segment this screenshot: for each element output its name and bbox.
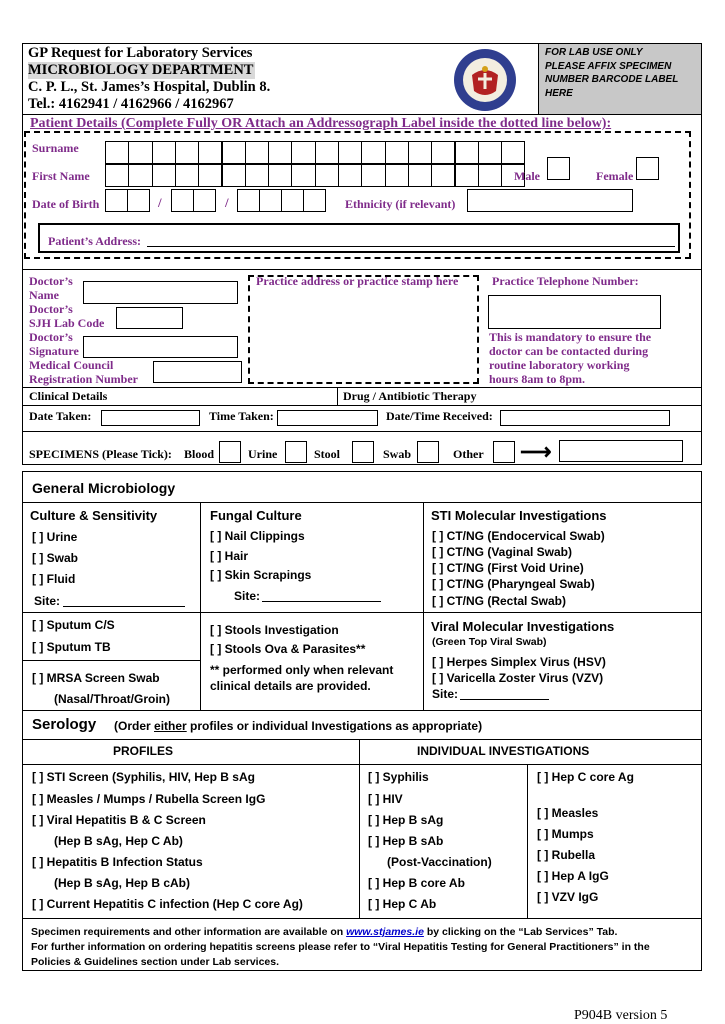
specimen-blood-label: Blood <box>184 447 215 461</box>
surname-char-box[interactable] <box>338 141 362 164</box>
first-name-char-box[interactable] <box>245 164 269 187</box>
profile-hep-bc-option[interactable]: [ ] Viral Hepatitis B & C Screen <box>32 813 206 827</box>
ind-mumps-option[interactable]: [ ] Mumps <box>537 827 594 841</box>
specimen-swab-label: Swab <box>383 447 412 461</box>
dob-slash-1: / <box>158 195 162 210</box>
dob-digit-box[interactable] <box>303 189 326 212</box>
stjames-website-link[interactable]: www.stjames.ie <box>346 926 424 938</box>
stools-investigation-option[interactable]: [ ] Stools Investigation <box>210 623 339 637</box>
footer-info-text: Specimen requirements and other information are available on www.stjames.ie by clicking on the “Lab Services” Tab. For further information on ordering hepatitis screens please refer to “Viral Hepatitis Testing for General Practitioners” in the Policies & Guidelines section under Lab services. <box>31 926 650 968</box>
first-name-char-box[interactable] <box>478 164 502 187</box>
individual-header: INDIVIDUAL INVESTIGATIONS <box>417 744 590 758</box>
divider <box>22 764 702 765</box>
viral-vzv-option[interactable]: [ ] Varicella Zoster Virus (VZV) <box>432 671 604 685</box>
culture-site-label: Site: <box>34 594 61 608</box>
ind-hep-b-sag-option[interactable]: [ ] Hep B sAg <box>368 813 444 827</box>
clinical-divider <box>337 387 338 406</box>
stools-note: ** performed only when relevant clinical details are provided. <box>210 663 394 693</box>
department-name: MICROBIOLOGY DEPARTMENT <box>28 62 254 78</box>
first-name-char-box[interactable] <box>385 164 409 187</box>
first-name-char-box[interactable] <box>291 164 315 187</box>
first-name-char-box[interactable] <box>408 164 432 187</box>
surname-char-box[interactable] <box>222 141 246 164</box>
culture-swab-option[interactable]: [ ] Swab <box>32 551 79 565</box>
medical-council-field[interactable] <box>153 361 242 383</box>
ind-rubella-option[interactable]: [ ] Rubella <box>537 848 596 862</box>
first-name-char-box[interactable] <box>338 164 362 187</box>
time-taken-field[interactable] <box>277 410 378 426</box>
date-received-label: Date/Time Received: <box>386 409 493 423</box>
date-taken-field[interactable] <box>101 410 200 426</box>
surname-label: Surname <box>32 141 79 155</box>
mandatory-note: This is mandatory to ensure the doctor can be contacted during routine laboratory working hours 8am to 8pm. <box>489 330 652 386</box>
culture-title: Culture & Sensitivity <box>30 508 158 523</box>
sti-rectal-option[interactable]: [ ] CT/NG (Rectal Swab) <box>432 594 567 608</box>
fungal-nail-option[interactable]: [ ] Nail Clippings <box>210 529 305 543</box>
profile-mmr-option[interactable]: [ ] Measles / Mumps / Rubella Screen IgG <box>32 792 266 806</box>
viral-site-label: Site: <box>432 687 459 701</box>
doctor-name-label: Doctor’s Name <box>29 274 73 302</box>
surname-char-box[interactable] <box>408 141 432 164</box>
sti-vaginal-option[interactable]: [ ] CT/NG (Vaginal Swab) <box>432 545 573 559</box>
surname-char-box[interactable] <box>315 141 339 164</box>
surname-char-box[interactable] <box>431 141 455 164</box>
ind-hiv-option[interactable]: [ ] HIV <box>368 792 403 806</box>
profile-hep-b-status-sub: (Hep B sAg, Hep B cAb) <box>54 876 191 890</box>
surname-char-box[interactable] <box>152 141 176 164</box>
time-taken-label: Time Taken: <box>209 409 274 423</box>
first-name-char-box[interactable] <box>455 164 479 187</box>
specimen-urine-checkbox[interactable] <box>285 441 307 463</box>
fungal-title: Fungal Culture <box>210 508 302 523</box>
practice-address-label: Practice address or practice stamp here <box>256 274 459 288</box>
drug-therapy-label: Drug / Antibiotic Therapy <box>343 389 477 403</box>
general-micro-title: General Microbiology <box>32 480 176 496</box>
header-title <box>28 45 270 113</box>
patient-details-heading: Patient Details (Complete Fully OR Attach an Addressograph Label inside the dotted line below): <box>30 116 612 131</box>
fungal-site-line[interactable] <box>262 601 381 602</box>
medical-council-label: Medical Council Registration Number <box>29 358 138 386</box>
hospital-seal-logo <box>452 47 518 113</box>
dob-label: Date of Birth <box>32 197 100 211</box>
doctor-lab-code-field[interactable] <box>116 307 183 329</box>
ethnicity-label: Ethnicity (if relevant) <box>345 197 456 211</box>
ind-hep-c-ab-option[interactable]: [ ] Hep C Ab <box>368 897 437 911</box>
ind-post-vaccination-sub: (Post-Vaccination) <box>387 855 492 869</box>
sti-endocervical-option[interactable]: [ ] CT/NG (Endocervical Swab) <box>432 529 605 543</box>
specimen-other-label: Other <box>453 447 484 461</box>
divider <box>200 502 201 711</box>
first-name-char-box[interactable] <box>315 164 339 187</box>
profile-hep-bc-sub: (Hep B sAg, Hep C Ab) <box>54 834 183 848</box>
surname-char-box[interactable] <box>268 141 292 164</box>
female-checkbox[interactable] <box>636 157 659 180</box>
telephone-numbers: Tel.: 4162941 / 4162966 / 4162967 <box>28 96 234 112</box>
dob-digit-box[interactable] <box>259 189 282 212</box>
dob-digit-box[interactable] <box>237 189 260 212</box>
doctor-lab-code-label: Doctor’s SJH Lab Code <box>29 302 105 330</box>
first-name-char-box[interactable] <box>105 164 129 187</box>
first-name-label: First Name <box>32 169 90 183</box>
first-name-char-box[interactable] <box>361 164 385 187</box>
dob-digit-box[interactable] <box>105 189 128 212</box>
mrsa-sub-label: (Nasal/Throat/Groin) <box>54 692 171 706</box>
surname-char-box[interactable] <box>501 141 525 164</box>
lab-use-text: FOR LAB USE ONLY PLEASE AFFIX SPECIMEN NUMBER BARCODE LABEL HERE <box>545 47 679 99</box>
female-label: Female <box>596 169 634 183</box>
specimen-swab-checkbox[interactable] <box>417 441 439 463</box>
hospital-address: C. P. L., St. James’s Hospital, Dublin 8. <box>28 79 271 95</box>
male-checkbox[interactable] <box>547 157 570 180</box>
surname-char-box[interactable] <box>128 141 152 164</box>
surname-char-box[interactable] <box>175 141 199 164</box>
profile-hep-c-option[interactable]: [ ] Current Hepatitis C infection (Hep C core Ag) <box>32 897 303 911</box>
dob-digit-box[interactable] <box>127 189 150 212</box>
male-label: Male <box>514 169 540 183</box>
first-name-char-box[interactable] <box>152 164 176 187</box>
sti-urine-option[interactable]: [ ] CT/NG (First Void Urine) <box>432 561 584 575</box>
stools-ova-option[interactable]: [ ] Stools Ova & Parasites** <box>210 642 366 656</box>
viral-site-line[interactable] <box>460 699 549 700</box>
practice-phone-label: Practice Telephone Number: <box>492 274 639 288</box>
surname-char-box[interactable] <box>105 141 129 164</box>
fungal-hair-option[interactable]: [ ] Hair <box>210 549 249 563</box>
patient-address-line[interactable] <box>147 246 675 247</box>
profile-sti-option[interactable]: [ ] STI Screen (Syphilis, HIV, Hep B sAg <box>32 770 255 784</box>
divider <box>423 502 424 711</box>
ind-hep-b-sab-option[interactable]: [ ] Hep B sAb <box>368 834 444 848</box>
sti-title: STI Molecular Investigations <box>431 508 607 523</box>
ind-hep-b-core-option[interactable]: [ ] Hep B core Ab <box>368 876 465 890</box>
divider <box>359 739 360 919</box>
serology-instruction: (Order either profiles or individual Investigations as appropriate) <box>114 719 483 733</box>
profiles-header: PROFILES <box>113 744 174 758</box>
specimens-label: SPECIMENS (Please Tick): <box>29 447 172 461</box>
dob-digit-box[interactable] <box>281 189 304 212</box>
surname-char-box[interactable] <box>455 141 479 164</box>
viral-title: Viral Molecular Investigations <box>431 619 615 634</box>
practice-phone-field[interactable] <box>488 295 661 329</box>
ind-vzv-option[interactable]: [ ] VZV IgG <box>537 890 599 904</box>
dob-slash-2: / <box>225 195 229 210</box>
culture-fluid-option[interactable]: [ ] Fluid <box>32 572 76 586</box>
specimen-blood-checkbox[interactable] <box>219 441 241 463</box>
dob-digit-box[interactable] <box>171 189 194 212</box>
culture-site-line[interactable] <box>63 606 185 607</box>
surname-char-box[interactable] <box>478 141 502 164</box>
surname-char-box[interactable] <box>385 141 409 164</box>
form-title: GP Request for Laboratory Services <box>28 45 253 61</box>
sputum-tb-option[interactable]: [ ] Sputum TB <box>32 640 111 654</box>
fungal-skin-option[interactable]: [ ] Skin Scrapings <box>210 568 312 582</box>
specimen-other-checkbox[interactable] <box>493 441 515 463</box>
serology-title: Serology <box>32 716 97 733</box>
ind-syphilis-option[interactable]: [ ] Syphilis <box>368 770 429 784</box>
surname-char-box[interactable] <box>291 141 315 164</box>
specimen-other-field[interactable] <box>559 440 683 462</box>
arrow-right-icon: ⟶ <box>520 439 552 464</box>
doctor-signature-field[interactable] <box>83 336 238 358</box>
divider <box>527 764 528 919</box>
surname-char-box[interactable] <box>361 141 385 164</box>
ind-hep-c-core-option[interactable]: [ ] Hep C core Ag <box>537 770 634 784</box>
doctor-name-field[interactable] <box>83 281 238 304</box>
specimen-stool-label: Stool <box>314 447 341 461</box>
viral-sub-label: (Green Top Viral Swab) <box>432 636 547 648</box>
surname-char-box[interactable] <box>198 141 222 164</box>
ethnicity-field[interactable] <box>467 189 633 212</box>
first-name-char-box[interactable] <box>222 164 246 187</box>
divider <box>22 502 702 503</box>
clinical-details-label: Clinical Details <box>29 389 108 403</box>
ind-measles-option[interactable]: [ ] Measles <box>537 806 599 820</box>
form-version: P904B version 5 <box>574 1008 668 1023</box>
fungal-site-label: Site: <box>234 589 261 603</box>
divider <box>22 739 702 740</box>
mrsa-option[interactable]: [ ] MRSA Screen Swab <box>32 671 160 685</box>
patient-address-label: Patient’s Address: <box>48 234 141 248</box>
sti-pharyngeal-option[interactable]: [ ] CT/NG (Pharyngeal Swab) <box>432 577 595 591</box>
date-received-field[interactable] <box>500 410 670 426</box>
ind-hep-a-option[interactable]: [ ] Hep A IgG <box>537 869 609 883</box>
surname-char-box[interactable] <box>245 141 269 164</box>
specimen-urine-label: Urine <box>248 447 278 461</box>
doctor-signature-label: Doctor’s Signature <box>29 330 79 358</box>
first-name-char-box[interactable] <box>175 164 199 187</box>
first-name-char-box[interactable] <box>128 164 152 187</box>
divider <box>22 612 702 613</box>
practice-stamp-area[interactable] <box>248 275 479 384</box>
first-name-char-box[interactable] <box>431 164 455 187</box>
divider <box>22 660 200 661</box>
first-name-char-box[interactable] <box>268 164 292 187</box>
date-taken-label: Date Taken: <box>29 409 92 423</box>
dob-digit-box[interactable] <box>193 189 216 212</box>
viral-hsv-option[interactable]: [ ] Herpes Simplex Virus (HSV) <box>432 655 606 669</box>
sputum-cs-option[interactable]: [ ] Sputum C/S <box>32 618 115 632</box>
culture-urine-option[interactable]: [ ] Urine <box>32 530 78 544</box>
profile-hep-b-status-option[interactable]: [ ] Hepatitis B Infection Status <box>32 855 203 869</box>
first-name-char-box[interactable] <box>198 164 222 187</box>
specimen-stool-checkbox[interactable] <box>352 441 374 463</box>
